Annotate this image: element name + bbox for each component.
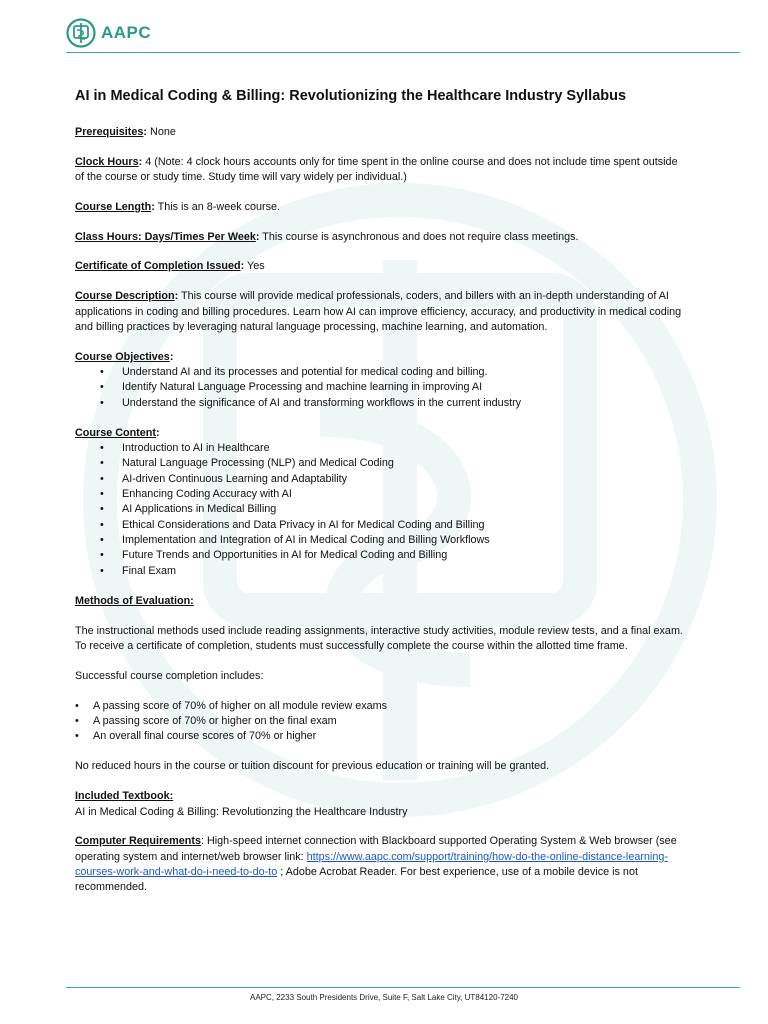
textbook-value: AI in Medical Coding & Billing: Revolutionzing the Healthcare Industry — [75, 805, 408, 818]
textbook-label: Included Textbook: — [75, 790, 174, 803]
description-label: Course Description — [75, 290, 175, 303]
list-item: • Enhancing Coding Accuracy with AI — [75, 487, 685, 502]
list-item: • Ethical Considerations and Data Privacy in AI for Medical Coding and Billing — [75, 518, 685, 533]
list-item: • A passing score of 70% of higher on all module review exams — [75, 699, 685, 714]
prerequisites-value: None — [150, 126, 176, 138]
brand-name: AAPC — [101, 23, 152, 42]
aapc-logo-icon — [66, 18, 96, 48]
course-length-label: Course Length — [75, 200, 152, 213]
completion-criteria-list — [75, 699, 685, 745]
prerequisites-label: Prerequisites — [75, 126, 144, 138]
clock-hours-label: Clock Hours — [75, 155, 139, 168]
footer-divider — [66, 987, 740, 988]
class-hours-value: This course is asynchronous and does not require class meetings. — [262, 230, 579, 243]
list-item: • Natural Language Processing (NLP) and Medical Coding — [75, 456, 685, 471]
course-length-section: Course Length: This is an 8-week course. — [75, 200, 281, 213]
list-item: • Implementation and Integration of AI in Medical Coding and Billing Workflows — [75, 533, 685, 548]
class-hours-section: Class Hours: Days/Times Per Week: This course is asynchronous and does not require class meetings. — [75, 230, 579, 243]
browser-support-link[interactable]: https://www.aapc.com/support/training/how-do-the-online-distance-learning-courses-work-and-what-do-i-need-to-do-to — [75, 850, 668, 878]
clock-hours-value: 4 (Note: 4 clock hours accounts only for time spent in the online course and does not include time spent outside of the course or study time. Study time will vary widely per individual.) — [75, 155, 678, 184]
certificate-label: Certificate of Completion Issued — [75, 260, 241, 273]
textbook-section — [75, 789, 685, 820]
list-item: • A passing score of 70% or higher on the final exam — [75, 714, 685, 729]
certificate-value: Yes — [247, 260, 265, 273]
computer-requirements-section — [75, 834, 685, 895]
syllabus-body — [75, 86, 685, 910]
description-section: Course Description: This course will provide medical professionals, coders, and billers with an in-depth understanding of AI applications in coding and billing procedures. Learn how AI can improve efficiency, accuracy, and productivity in medical coding and billing practices by leveraging natural language processing, machine learning, and automation. — [75, 290, 682, 333]
list-item: • Final Exam — [75, 564, 685, 579]
list-item: • AI-driven Continuous Learning and Adaptability — [75, 472, 685, 487]
header-divider — [66, 52, 740, 53]
list-item: • Introduction to AI in Healthcare — [75, 441, 685, 456]
evaluation-heading — [75, 594, 685, 609]
objectives-list — [75, 365, 685, 411]
clock-hours-section: Clock Hours: 4 (Note: 4 clock hours accounts only for time spent in the online course and does not include time spent outside of the course or study time. Study time will vary widely per individual.) — [75, 155, 678, 184]
document-title: AI in Medical Coding & Billing: Revolutionizing the Healthcare Industry Syllabus — [75, 88, 627, 104]
evaluation-paragraph: The instructional methods used include reading assignments, interactive study activities, module review tests, and a final exam. To receive a certificate of completion, students must successfully complete the course within the allotted time frame. — [75, 624, 683, 652]
content-label: Course Content — [75, 426, 156, 439]
list-item: • AI Applications in Medical Billing — [75, 502, 685, 517]
content-list — [75, 441, 685, 579]
content-heading: Course Content: — [75, 426, 160, 439]
list-item: • Future Trends and Opportunities in AI for Medical Coding and Billing — [75, 548, 685, 563]
header — [66, 16, 151, 50]
course-length-value: This is an 8-week course. — [157, 200, 281, 213]
evaluation-label: Methods of Evaluation: — [75, 594, 194, 607]
objectives-label: Course Objectives — [75, 350, 170, 363]
list-item: • Understand the significance of AI and transforming workflows in the current industry — [75, 396, 685, 411]
description-value: This course will provide medical professionals, coders, and billers with an in-depth understanding of AI applications in coding and billing procedures. Learn how AI can improve efficiency, accuracy, and productivity in medical coding and billing practices by leveraging natural language processing, machine learning, and automation. — [75, 290, 682, 333]
footer-address: AAPC, 2233 South Presidents Drive, Suite F, Salt Lake City, UT84120-7240 — [250, 993, 518, 1002]
class-hours-label: Class Hours: Days/Times Per Week — [75, 230, 256, 243]
computer-requirements-text: : High-speed internet connection with Blackboard supported Operating System & Web browser (see operating system and internet/web browser link: — [75, 835, 677, 863]
list-item: • Understand AI and its processes and potential for medical coding and billing. — [75, 365, 685, 380]
prerequisites-section: Prerequisites: None — [75, 126, 176, 138]
computer-requirements-text-end: ; Adobe Acrobat Reader. For best experience, use of a mobile device is not recommended. — [75, 865, 638, 894]
no-reduced-hours-note: No reduced hours in the course or tuition discount for previous education or training will be granted. — [75, 760, 550, 773]
objectives-heading: Course Objectives: — [75, 350, 174, 363]
certificate-section: Certificate of Completion Issued: Yes — [75, 260, 265, 273]
list-item: • Identify Natural Language Processing and machine learning in improving AI — [75, 380, 685, 395]
completion-intro: Successful course completion includes: — [75, 669, 264, 682]
computer-requirements-label: Computer Requirements — [75, 835, 201, 848]
list-item: • An overall final course scores of 70% or higher — [75, 729, 685, 744]
